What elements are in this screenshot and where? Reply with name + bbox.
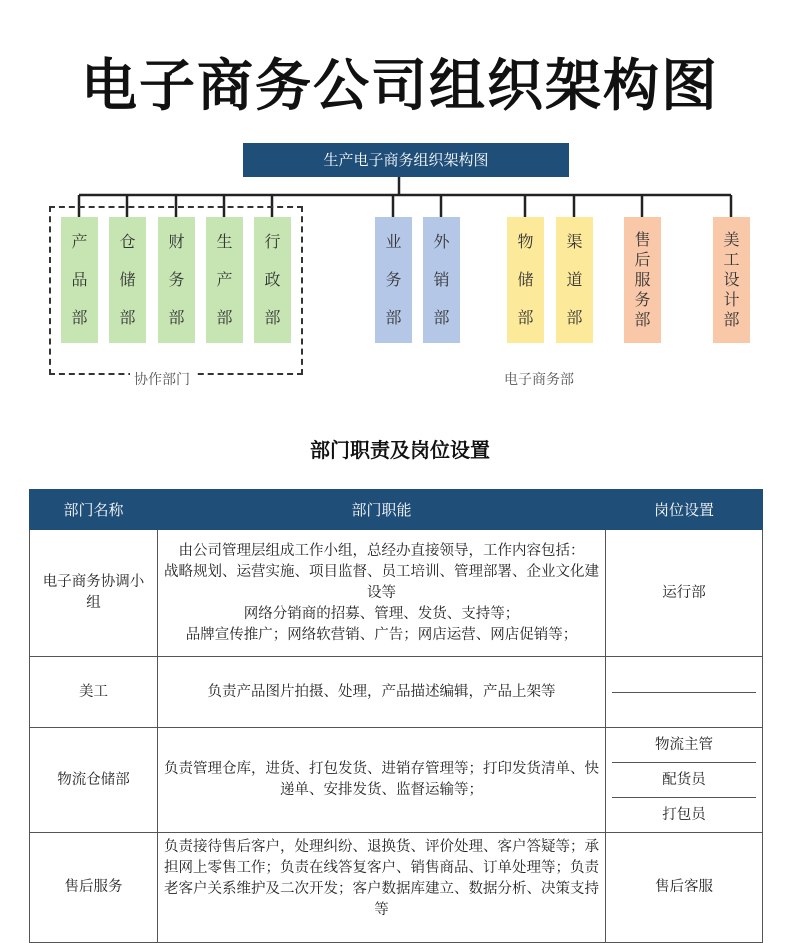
duty-cell: 负责管理仓库，进货、打包发货、进销存管理等；打印发货清单、快递单、安排发货、监督运输等； (158, 728, 606, 833)
dept-name-cell: 物流仓储部 (30, 728, 158, 833)
position-cell: 运行部 (606, 530, 763, 657)
dept-name-cell: 电子商务协调小组 (30, 530, 158, 657)
duty-cell: 负责产品图片拍摄、处理，产品描述编辑，产品上架等 (158, 657, 606, 728)
dept-logistics-storage: 物 储 部 (507, 217, 544, 343)
table-row (30, 657, 763, 728)
duty-table (29, 489, 763, 943)
page-title: 电子商务公司组织架构图 (81, 54, 719, 119)
header-dept-function: 部门职能 (158, 490, 606, 530)
table-title: 部门职责及岗位设置 (310, 438, 490, 462)
cooperation-group-label: 协作部门 (130, 369, 194, 389)
dept-warehouse: 仓 储 部 (109, 217, 146, 343)
dept-export-sales: 外 销 部 (423, 217, 460, 343)
table-header-row (30, 490, 763, 530)
dept-admin: 行 政 部 (254, 217, 291, 343)
dept-production: 生 产 部 (206, 217, 243, 343)
position-cell (606, 657, 763, 728)
header-positions: 岗位设置 (606, 490, 763, 530)
dept-channel: 渠 道 部 (556, 217, 593, 343)
header-dept-name: 部门名称 (30, 490, 158, 530)
duty-cell: 负责接待售后客户，处理纠纷、退换货、评价处理、客户答疑等；承担网上零售工作；负责在线答复客户、销售商品、订单处理等；负责老客户关系维护及二次开发；客户数据库建立、数据分析、决策支持等 (158, 833, 606, 943)
duty-cell: 由公司管理层组成工作小组，总经办直接领导，工作内容包括： 战略规划、运营实施、项目监督、员工培训、管理部署、企业文化建设等 网络分销商的招募、管理、发货、支持等； 品牌宣传推广；网络软营销、广告；网店运营、网店促销等； (158, 530, 606, 657)
ecommerce-group-label: 电子商务部 (500, 369, 578, 389)
dept-name-cell: 售后服务 (30, 833, 158, 943)
dept-product: 产 品 部 (61, 217, 98, 343)
org-root-box: 生产电子商务组织架构图 (243, 143, 569, 177)
position-cell: 物流主管 配货员 打包员 (606, 728, 763, 833)
table-row (30, 833, 763, 943)
dept-finance: 财 务 部 (158, 217, 195, 343)
dept-business: 业 务 部 (375, 217, 412, 343)
dept-name-cell: 美工 (30, 657, 158, 728)
table-row (30, 530, 763, 657)
dept-art-design: 美 工 设 计 部 (713, 217, 750, 343)
table-row (30, 728, 763, 833)
dept-after-sales: 售 后 服 务 部 (624, 217, 661, 343)
position-cell: 售后客服 (606, 833, 763, 943)
